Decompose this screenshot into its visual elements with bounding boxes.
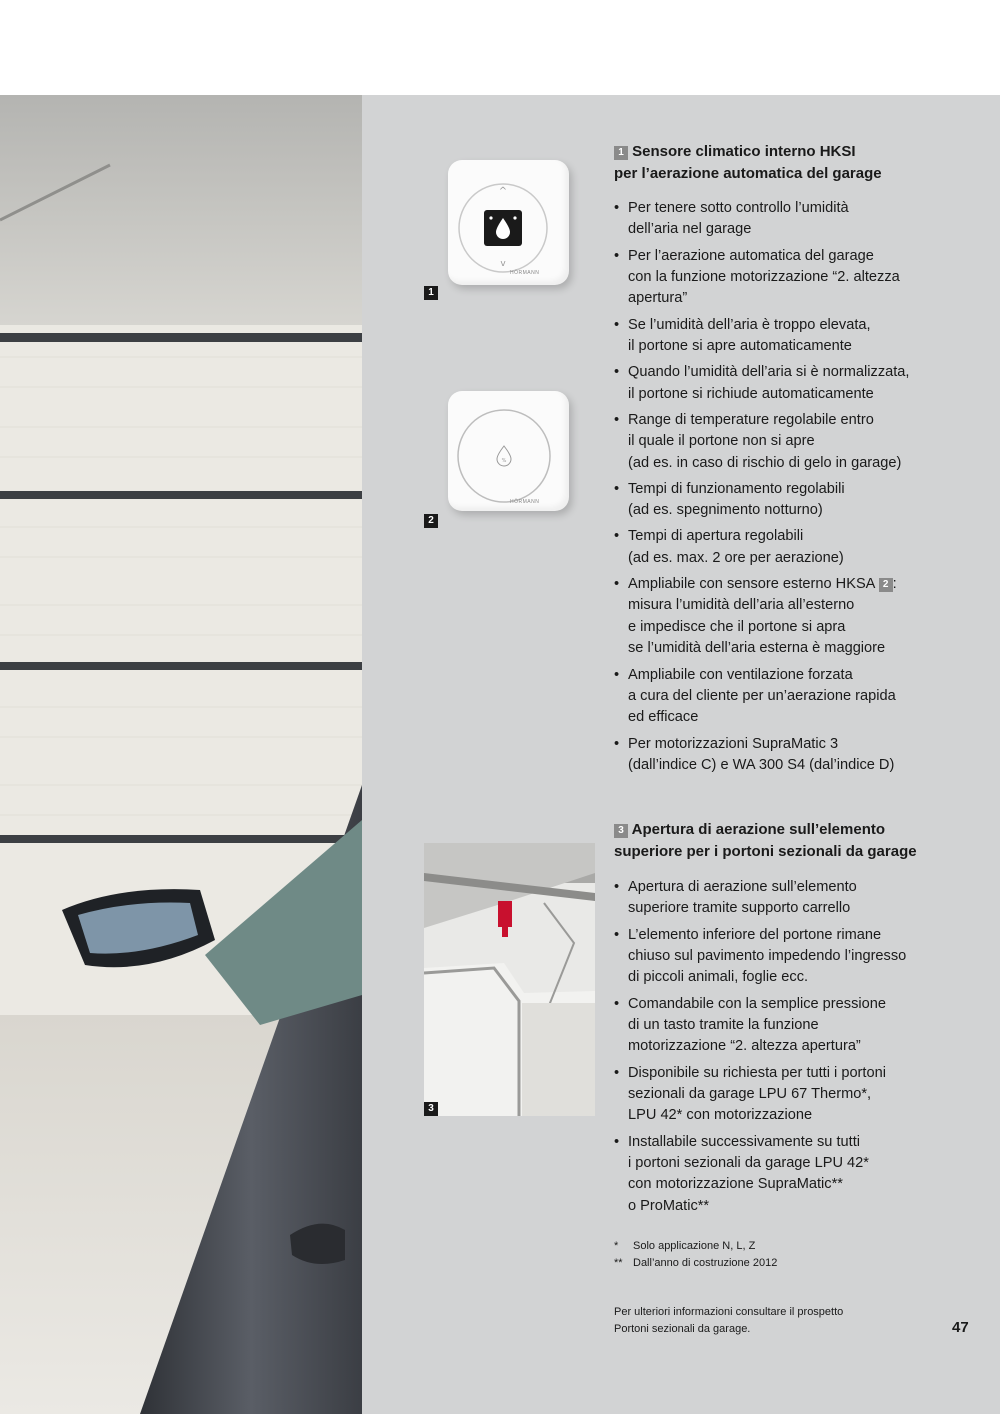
bullet-line: se l’umidità dell’aria esterna è maggiore <box>628 640 886 657</box>
bullet-line: Ampliabile con sensore esterno HKSA <box>628 576 875 593</box>
bullet-line: LPU 42* con motorizzazione <box>628 1107 813 1124</box>
bullet-line: Disponibile su richiesta per tutti i portoni <box>628 1064 886 1081</box>
list-item <box>614 1132 954 1218</box>
section-3-title-line-2: superiore per i portoni sezionali da garage <box>614 843 917 860</box>
ventilation-opening-photo <box>424 843 595 1116</box>
list-item <box>614 877 954 920</box>
bullet-line: di un tasto tramite la funzione <box>628 1017 819 1034</box>
bullet-line: Tempi di funzionamento regolabili <box>628 480 845 497</box>
bullet-line: Range di temperature regolabile entro <box>628 411 874 428</box>
garage-car-photo <box>0 95 362 1414</box>
svg-text:%: % <box>501 458 507 464</box>
list-item <box>614 479 954 522</box>
footnote-text: Dall’anno di costruzione 2012 <box>633 1256 778 1269</box>
bullet-line: Se l’umidità dell’aria è troppo elevata, <box>628 316 871 333</box>
hksa-sensor-image <box>448 391 569 511</box>
bullet-line: superiore tramite supporto carrello <box>628 900 851 917</box>
bullet-line: e impedisce che il portone si apra <box>628 618 846 635</box>
further-info-note <box>614 1304 914 1337</box>
section-1-title-line-1: Sensore climatico interno HKSI <box>632 143 856 160</box>
bullet-line: di piccoli animali, foglie ecc. <box>628 969 809 986</box>
section-3-bullet-list <box>614 877 954 1222</box>
footnote-text: Solo applicazione N, L, Z <box>633 1240 756 1252</box>
bullet-line: Quando l’umidità dell’aria si è normalizzata, <box>628 364 910 381</box>
bullet-line: Per tenere sotto controllo l’umidità <box>628 200 849 216</box>
hksa-sensor-icon <box>448 391 569 511</box>
bullet-line: con la funzione motorizzazione “2. altezza <box>628 269 900 286</box>
list-item <box>614 1063 954 1127</box>
page-number: 47 <box>952 1319 969 1336</box>
list-item <box>614 410 954 474</box>
bullet-line: misura l’umidità dell’aria all’esterno <box>628 597 855 614</box>
section-3-title <box>614 819 944 863</box>
section-1-number: 1 <box>614 146 628 160</box>
bullet-line: (dall’indice C) e WA 300 S4 (dal’indice D) <box>628 756 895 773</box>
garage-car-illustration <box>0 95 362 1414</box>
hksi-sensor-icon <box>448 160 569 285</box>
list-item <box>614 526 954 569</box>
bullet-line: Tempi di apertura regolabili <box>628 528 804 545</box>
hksi-sensor-image <box>448 160 569 285</box>
further-info-line-2: Portoni sezionali da garage. <box>614 1322 751 1335</box>
list-item <box>614 734 954 777</box>
bullet-line: motorizzazione “2. altezza apertura” <box>628 1038 861 1055</box>
bullet-line: dell’aria nel garage <box>628 221 752 238</box>
bullet-line: L’elemento inferiore del portone rimane <box>628 926 882 943</box>
list-item <box>614 574 954 660</box>
list-item <box>614 198 954 241</box>
bullet-line: Installabile successivamente su tutti <box>628 1133 860 1150</box>
list-item <box>614 246 954 310</box>
list-item <box>614 925 954 989</box>
bullet-line: Ampliabile con ventilazione forzata <box>628 666 853 683</box>
list-item <box>614 315 954 358</box>
bullet-line: Per l’aerazione automatica del garage <box>628 247 874 264</box>
device-brand-label: HÖRMANN <box>510 270 540 276</box>
footnote-mark: ** <box>614 1256 623 1269</box>
ventilation-opening-illustration <box>424 843 595 1116</box>
footnote <box>614 1255 777 1272</box>
bullet-punctuation: : <box>892 576 897 593</box>
bullet-line: il portone si apre automaticamente <box>628 338 852 355</box>
footnote <box>614 1238 777 1255</box>
bullet-line: con motorizzazione SupraMatic** <box>628 1176 843 1193</box>
bullet-line: sezionali da garage LPU 67 Thermo*, <box>628 1086 872 1103</box>
bullet-line: il quale il portone non si apre <box>628 433 815 450</box>
bullet-line: i portoni sezionali da garage LPU 42* <box>628 1155 869 1172</box>
section-3-title-line-1: Apertura di aerazione sull’elemento <box>631 821 886 838</box>
list-item <box>614 665 954 729</box>
image-label-1: 1 <box>424 286 438 300</box>
bullet-line: a cura del cliente per un’aerazione rapida <box>628 687 896 704</box>
bullet-line: apertura” <box>628 290 688 307</box>
svg-text:v: v <box>500 259 506 269</box>
image-label-2: 2 <box>424 514 438 528</box>
bullet-line: ed efficace <box>628 709 699 726</box>
inline-number-2: 2 <box>879 578 893 592</box>
svg-text:^: ^ <box>498 186 508 197</box>
bullet-line: o ProMatic** <box>628 1197 710 1214</box>
image-label-3: 3 <box>424 1102 438 1116</box>
device-brand-label: HÖRMANN <box>510 499 540 505</box>
section-1-title-line-2: per l’aerazione automatica del garage <box>614 165 882 182</box>
bullet-line: Per motorizzazioni SupraMatic 3 <box>628 735 839 752</box>
footnote-mark: * <box>614 1240 619 1252</box>
bullet-line: chiuso sul pavimento impedendo l’ingresso <box>628 948 907 965</box>
section-3-number: 3 <box>614 824 628 838</box>
bullet-line: Comandabile con la semplice pressione <box>628 995 886 1012</box>
section-1-title <box>614 141 944 185</box>
list-item <box>614 994 954 1058</box>
bullet-line: (ad es. in caso di rischio di gelo in garage) <box>628 454 902 471</box>
bullet-line: il portone si richiude automaticamente <box>628 385 874 402</box>
bullet-line: Apertura di aerazione sull’elemento <box>628 879 857 895</box>
section-1-bullet-list <box>614 198 954 781</box>
bullet-line: (ad es. spegnimento notturno) <box>628 502 823 519</box>
list-item <box>614 362 954 405</box>
footnotes <box>614 1238 777 1271</box>
bullet-line: (ad es. max. 2 ore per aerazione) <box>628 549 844 566</box>
further-info-line-1: Per ulteriori informazioni consultare il prospetto <box>614 1306 844 1318</box>
